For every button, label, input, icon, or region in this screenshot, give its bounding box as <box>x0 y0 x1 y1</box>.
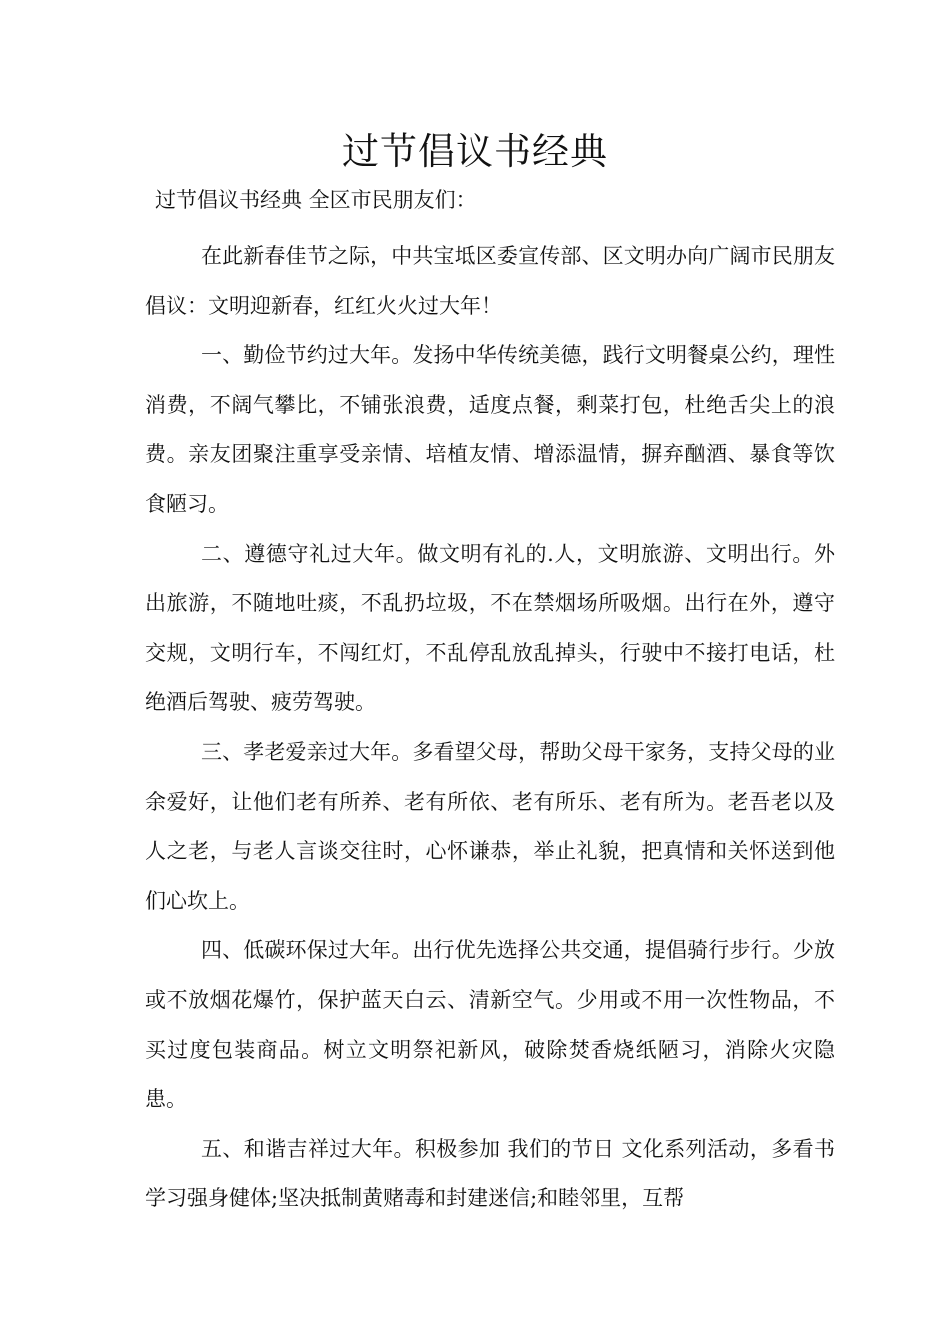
paragraph-low-carbon: 四、低碳环保过大年。出行优先选择公共交通，提倡骑行步行。少放或不放烟花爆竹，保护蓝天白云、清新空气。少用或不用一次性物品，不买过度包装商品。树立文明祭祀新风，破除焚香烧纸陋习，消除火灾隐患。 <box>145 938 835 1112</box>
paragraph-etiquette: 二、遵德守礼过大年。做文明有礼的.人，文明旅游、文明出行。外出旅游，不随地吐痰，不乱扔垃圾，不在禁烟场所吸烟。出行在外，遵守交规，文明行车，不闯红灯，不乱停乱放乱掉头，行驶中不接打电话，杜绝酒后驾驶、疲劳驾驶。 <box>145 541 835 715</box>
document-body <box>145 232 835 1224</box>
paragraph-filial-piety: 三、孝老爱亲过大年。多看望父母，帮助父母干家务，支持父母的业余爱好，让他们老有所养、老有所依、老有所乐、老有所为。老吾老以及人之老，与老人言谈交往时，心怀谦恭，举止礼貌，把真情和关怀送到他们心坎上。 <box>145 739 835 913</box>
paragraph-intro: 在此新春佳节之际，中共宝坻区委宣传部、区文明办向广阔市民朋友倡议：文明迎新春，红红火火过大年！ <box>145 244 835 318</box>
paragraph-harmony: 五、和谐吉祥过大年。积极参加 我们的节日 文化系列活动，多看书学习强身健体;坚决抵制黄赌毒和封建迷信;和睦邻里，互帮 <box>145 1136 835 1211</box>
paragraph-frugality: 一、勤俭节约过大年。发扬中华传统美德，践行文明餐桌公约，理性消费，不阔气攀比，不铺张浪费，适度点餐，剩菜打包，杜绝舌尖上的浪费。亲友团聚注重享受亲情、培植友情、增添温情，摒弃酗酒、暴食等饮食陋习。 <box>145 343 835 516</box>
greeting-line: 过节倡议书经典 全区市民朋友们： <box>155 188 477 212</box>
document-title: 过节倡议书经典 <box>342 130 608 173</box>
